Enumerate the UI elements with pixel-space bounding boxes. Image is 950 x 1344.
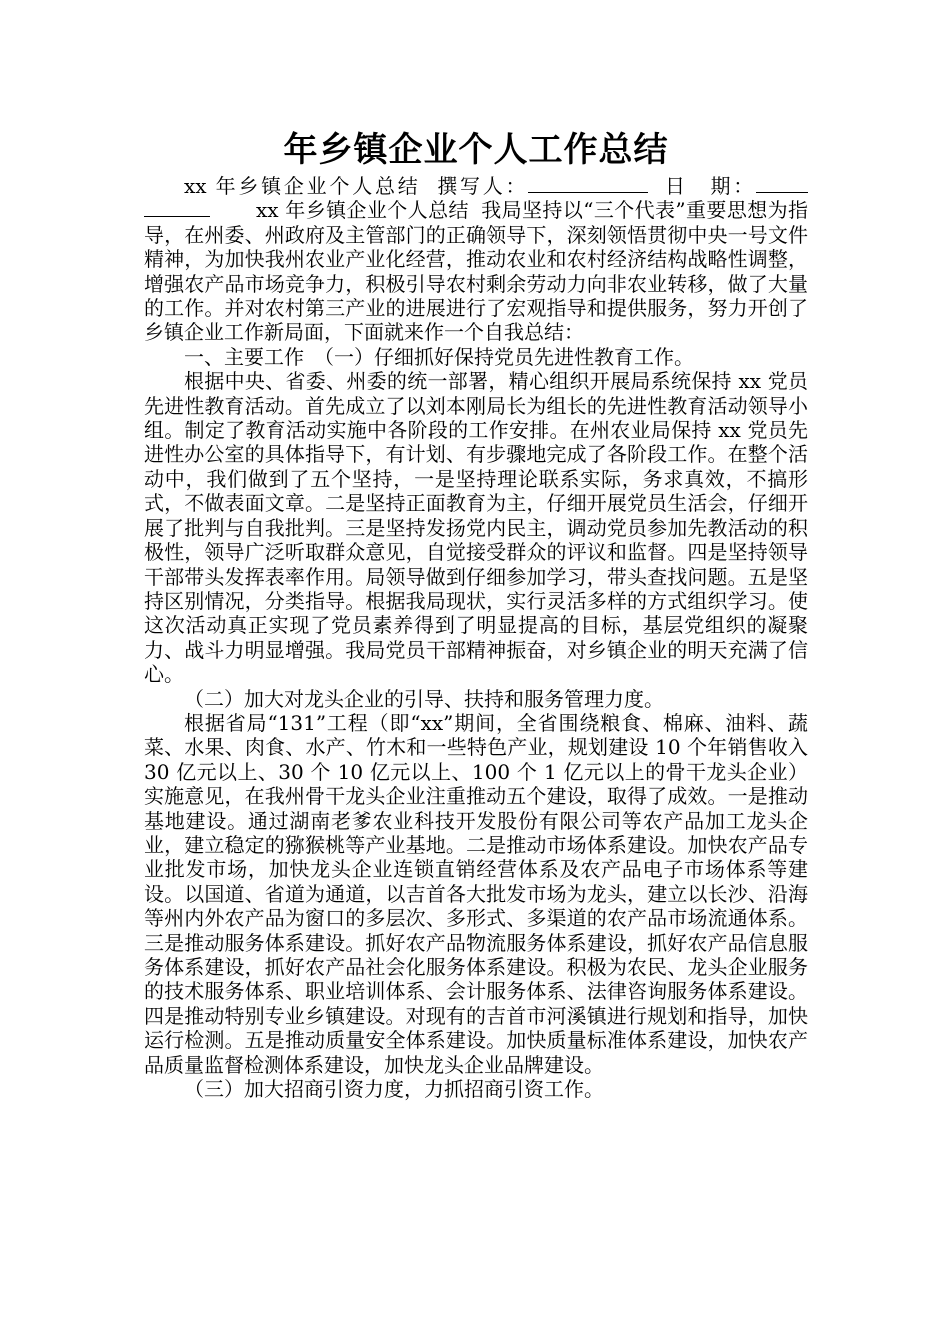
paragraph-section-2-heading: （二）加大对龙头企业的引导、扶持和服务管理力度。 <box>184 686 664 711</box>
author-label: 撰写人： <box>434 174 529 198</box>
document-meta <box>144 174 808 345</box>
intro-text: 我局坚持以“三个代表”重要思想为指导，在州委、州政府及主管部门的正确领导下，深刻领悟贯彻中央一号文件精神，为加快我州农业产业化经营，推动农业和农村经济结构战略性调整，增强农产品市场竞争力，积极引导农村剩余劳动力向非农业转移，做了大量的工作。并对农村第三产业的进展进行了宏观指导和提供服务，努力开创了乡镇企业工作新局面，下面就来作一个自我总结： <box>144 198 808 345</box>
paragraph-section-3-heading: （三）加大招商引资力度，力抓招商引资工作。 <box>184 1077 604 1102</box>
author-blank <box>528 174 648 193</box>
paragraph-leading-enterprises: 根据省局“131”工程（即“xx”期间，全省围绕粮食、棉麻、油料、蔬菜、水果、肉食、水产、竹木和一些特色产业，规划建设 10 个年销售收入 30 亿元以上、30 个 10 亿元以上、100 个 1 亿元以上的骨干龙头企业）实施意见，在我州骨干龙头企业注重推动五个建设，取得了成效。一是推动基地建设。通过湖南老爹农业科技开发股份有限公司等农产品加工龙头企业，建立稳定的猕猴桃等产业基地。二是推动市场体系建设。加快农产品专业批发市场，加快龙头企业连锁直销经营体系及农产品电子市场体系等建设。以国道、省道为通道，以吉首各大批发市场为龙头，建立以长沙、沿海等州内外农产品为窗口的多层次、多形式、多渠道的农产品市场流通体系。三是推动服务体系建设。抓好农产品物流服务体系建设，抓好农产品信息服务体系建设，抓好农产品社会化服务体系建设。积极为农民、龙头企业服务的技术服务体系、职业培训体系、会计服务体系、法律咨询服务体系建设。四是推动特别专业乡镇建设。对现有的吉首市河溪镇进行规划和指导，加快运行检测。五是推动质量安全体系建设。加快质量标准体系建设，加快农产品质量监督检测体系建设，加快龙头企业品牌建设。 <box>144 710 808 1077</box>
paragraph-party-education: 根据中央、省委、州委的统一部署，精心组织开展局系统保持 xx 党员先进性教育活动。首先成立了以刘本刚局长为组长的先进性教育活动领导小组。制定了教育活动实施中各阶段的工作安排。在州农业局保持 xx 党员先进性办公室的具体指导下，有计划、有步骤地完成了各阶段工作。在整个活动中，我们做到了五个坚持，一是坚持理论联系实际，务求真效，不搞形式，不做表面文章。二是坚持正面教育为主，仔细开展党员生活会，仔细开展了批判与自我批判。三是坚持发扬党内民主，调动党员参加先教活动的积极性，领导广泛听取群众意见，自觉接受群众的评议和监督。四是坚持领导干部带头发挥表率作用。局领导做到仔细参加学习，带头查找问题。五是坚持区别情况，分类指导。根据我局现状，实行灵活多样的方式组织学习。使这次活动真正实现了党员素养得到了明显提高的目标，基层党组织的凝聚力、战斗力明显增强。我局党员干部精神振奋，对乡镇企业的明天充满了信心。 <box>144 369 808 687</box>
date-blank <box>756 174 808 193</box>
document-page <box>144 128 808 1101</box>
date-label: 日 期： <box>662 174 757 198</box>
date-blank-continued <box>144 198 210 217</box>
paragraph-section-1-heading: 一、主要工作 （一）仔细抓好保持党员先进性教育工作。 <box>184 344 694 369</box>
document-title: 年乡镇企业个人工作总结 <box>283 130 669 170</box>
meta-subject: xx 年乡镇企业个人总结 <box>184 174 421 198</box>
intro-title: xx 年乡镇企业个人总结 <box>256 198 469 223</box>
